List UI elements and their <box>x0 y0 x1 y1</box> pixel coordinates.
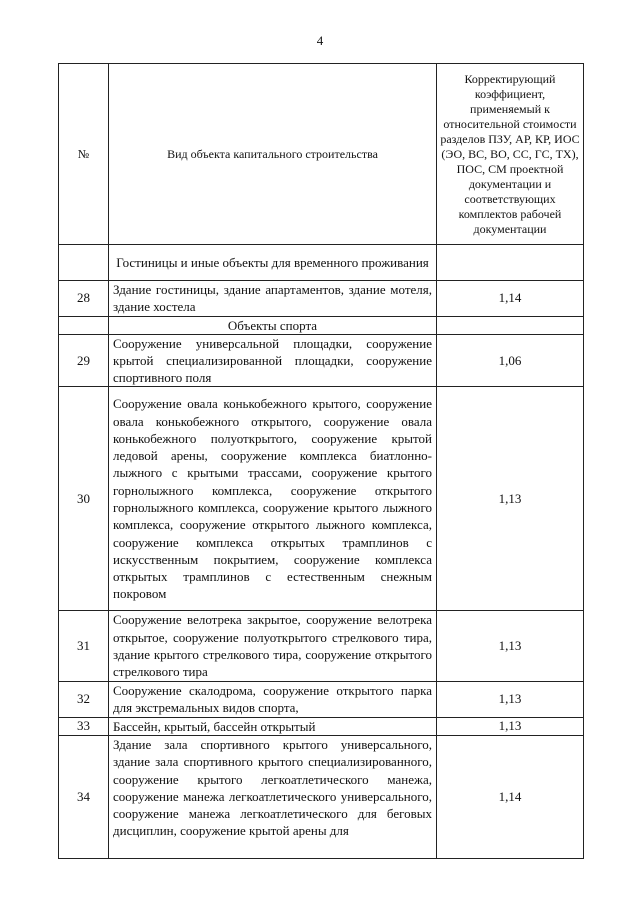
row-description: Сооружение овала конькобежного крытого, сооружение овала конькобежного открытого, сооружение овала конькобежного полуоткрытого, сооружение крытой ледовой арены, сооружение комплекса биатлонно-лыжного с крытыми трассами, сооружение крытого горнолыжного комплекса, сооружение открытого горнолыжного комплекса, сооружение крытого лыжного комплекса, сооружение открытого лыжного комплекса, сооружение комплекса открытых трамплинов с искусственным покрытием, сооружение комплекса открытых трамплинов с естественным снежным покровом <box>109 387 437 611</box>
row-description: Сооружение универсальной площадки, сооружение крытой специализированной площадки, сооружение спортивного поля <box>109 334 437 387</box>
row-num: 29 <box>59 334 109 387</box>
section-title-hotels: Гостиницы и иные объекты для временного проживания <box>109 245 437 281</box>
row-coefficient: 1,13 <box>437 681 584 717</box>
row-description: Здание гостиницы, здание апартаментов, здание мотеля, здание хостела <box>109 281 437 317</box>
section-row <box>59 245 584 281</box>
page-number: 4 <box>316 33 324 48</box>
row-num: 32 <box>59 681 109 717</box>
row-num: 30 <box>59 387 109 611</box>
table-row <box>59 681 584 717</box>
section-title-sport: Объекты спорта <box>109 316 437 334</box>
table-row <box>59 334 584 387</box>
section-num-cell <box>59 316 109 334</box>
row-description: Сооружение велотрека закрытое, сооружение велотрека открытое, сооружение полуоткрытого стрелкового тира, здание крытого стрелкового тира, сооружение открытого стрелкового тира <box>109 611 437 681</box>
cost-coefficient-table <box>58 63 584 859</box>
row-coefficient: 1,14 <box>437 281 584 317</box>
row-description: Сооружение скалодрома, сооружение открытого парка для экстремальных видов спорта, <box>109 681 437 717</box>
row-coefficient: 1,06 <box>437 334 584 387</box>
header-num: № <box>59 64 109 245</box>
table-row <box>59 717 584 735</box>
row-coefficient: 1,13 <box>437 717 584 735</box>
table-header-row <box>59 64 584 245</box>
row-num: 28 <box>59 281 109 317</box>
table-row <box>59 735 584 858</box>
section-coef-cell <box>437 316 584 334</box>
section-num-cell <box>59 245 109 281</box>
row-description: Здание зала спортивного крытого универсального, здание зала спортивного крытого специализированного, сооружение крытого легкоатлетического манежа, сооружение манежа легкоатлетического универсального, сооружение манежа легкоатлетического для беговых дисциплин, сооружение крытой арены для <box>109 735 437 858</box>
header-object-type: Вид объекта капитального строительства <box>109 64 437 245</box>
row-num: 31 <box>59 611 109 681</box>
row-num: 34 <box>59 735 109 858</box>
row-coefficient: 1,13 <box>437 387 584 611</box>
section-coef-cell <box>437 245 584 281</box>
table-row <box>59 281 584 317</box>
row-coefficient: 1,14 <box>437 735 584 858</box>
header-coefficient: Корректирующий коэффициент, применяемый к относительной стоимости разделов ПЗУ, АР, КР, ИОС (ЭО, ВС, ВО, СС, ГС, ТХ), ПОС, СМ проектной документации и соответствующих комплектов рабочей документации <box>437 64 584 245</box>
table-row <box>59 611 584 681</box>
table-row <box>59 387 584 611</box>
row-coefficient: 1,13 <box>437 611 584 681</box>
row-num: 33 <box>59 717 109 735</box>
section-row <box>59 316 584 334</box>
row-description: Бассейн, крытый, бассейн открытый <box>109 717 437 735</box>
